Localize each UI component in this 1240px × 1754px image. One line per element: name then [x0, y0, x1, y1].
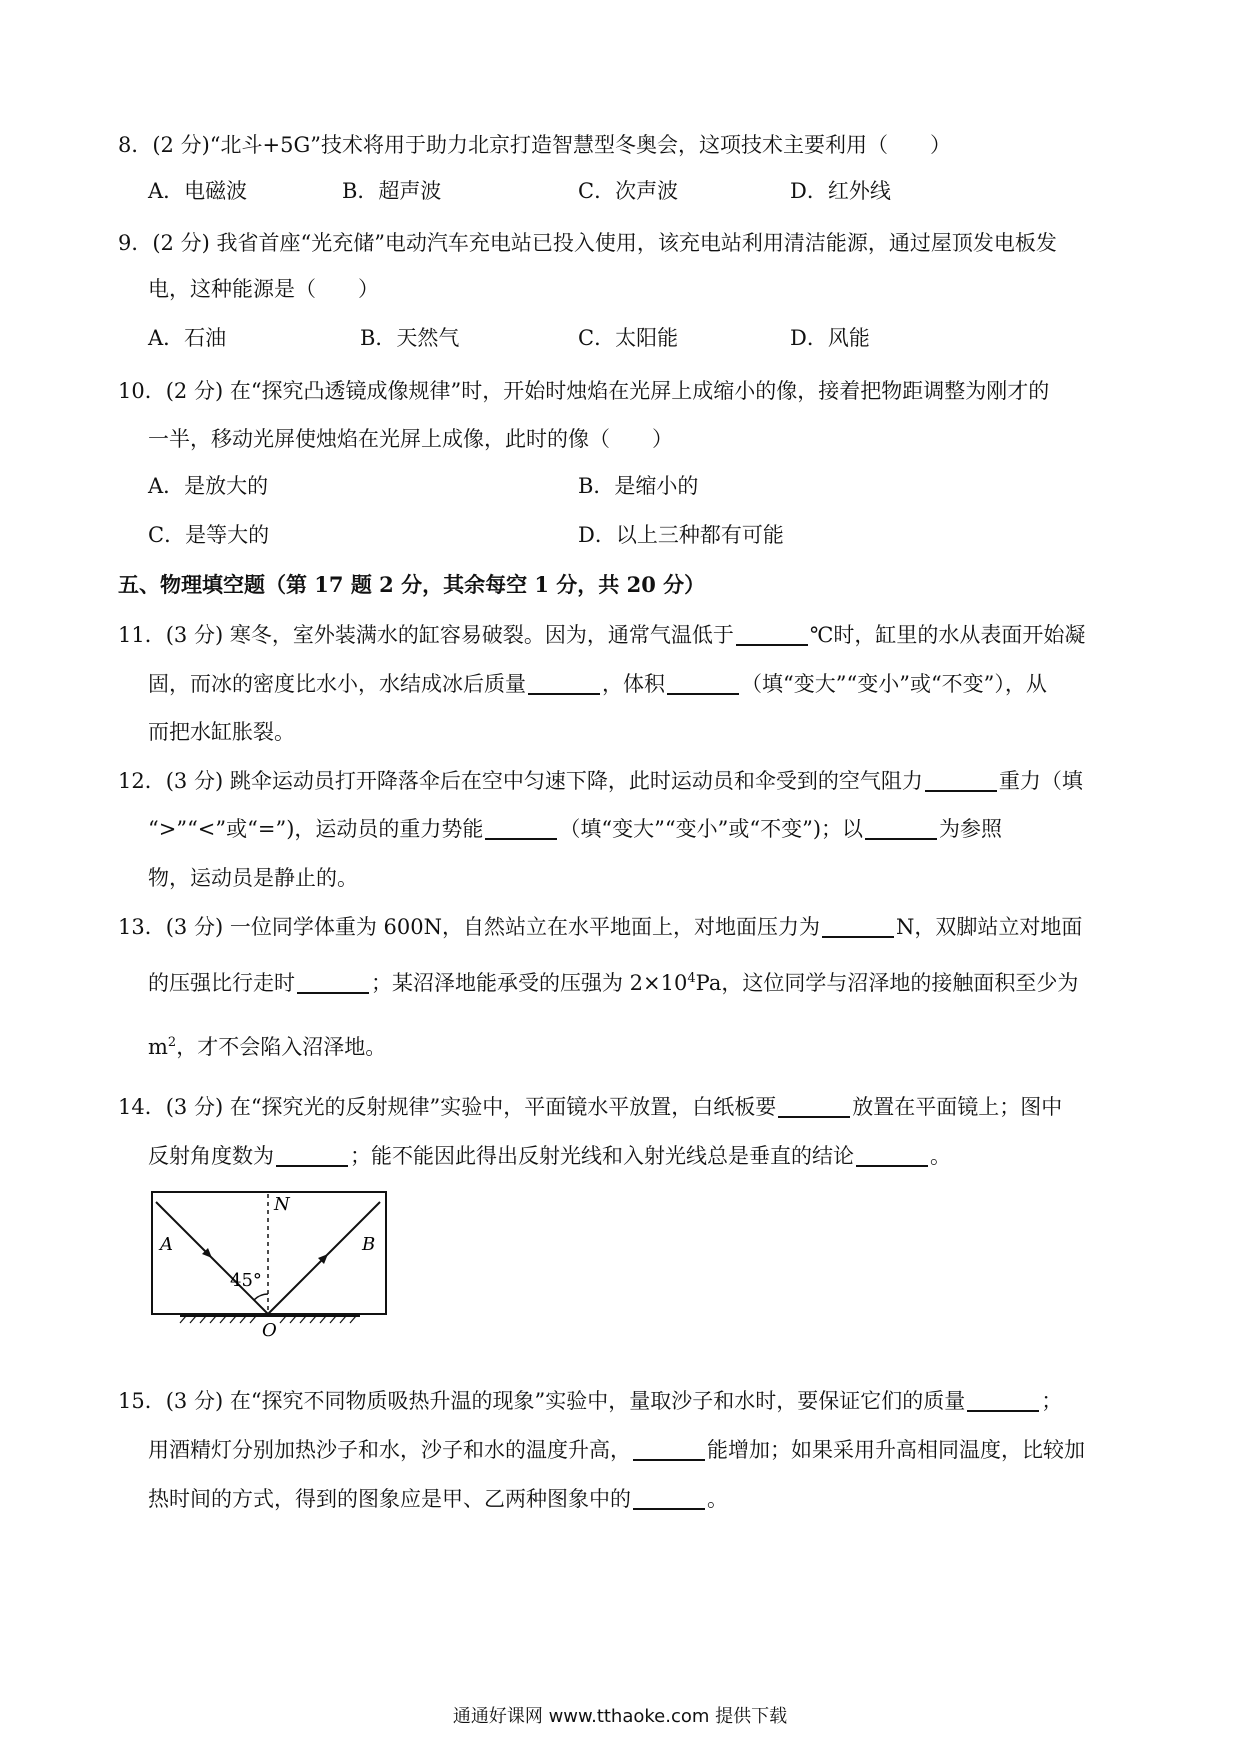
question-14-line2: [148, 1141, 951, 1171]
question-10-stem-line1: 10．(2 分) 在“探究凸透镜成像规律”时，开始时烛焰在光屏上成缩小的像，接着把物距调整为刚才的: [118, 379, 1050, 403]
question-12-line1: [118, 766, 1083, 796]
q14-text-5: 。: [930, 1144, 951, 1168]
answer-blank: [925, 768, 997, 792]
q9-option-b: B．天然气: [360, 326, 460, 350]
reflection-diagram: [150, 1190, 398, 1338]
q13-text-3: 的压强比行走时: [148, 971, 295, 995]
q8-option-b: B．超声波: [342, 179, 442, 203]
q10-option-a: A．是放大的: [148, 474, 269, 498]
question-15-line2: [148, 1435, 1085, 1465]
q8-option-a: A．电磁波: [148, 179, 248, 203]
angle-arc: [254, 1294, 268, 1300]
q15-text-5: 热时间的方式，得到的图象应是甲、乙两种图象中的: [148, 1487, 631, 1511]
label-a: A: [160, 1234, 173, 1255]
q11-text-4: ，体积: [602, 672, 665, 696]
q15-text-2: ；: [1041, 1389, 1063, 1413]
answer-blank: [633, 1437, 705, 1461]
q13-text-2: N，双脚站立对地面: [895, 915, 1083, 939]
question-9-stem-line1: 9．(2 分) 我省首座“光充储”电动汽车充电站已投入使用，该充电站利用清洁能源，通过屋顶发电板发: [118, 231, 1057, 255]
question-15-line3: [148, 1484, 728, 1514]
q11-text-2: ℃时，缸里的水从表面开始凝: [809, 623, 1086, 647]
question-11-line2: [148, 669, 1047, 699]
question-13-line3: [148, 1032, 386, 1062]
question-13-line1: [118, 912, 1082, 942]
answer-blank: [822, 914, 894, 938]
answer-blank: [276, 1143, 348, 1167]
q14-text-3: 反射角度数为: [148, 1144, 274, 1168]
q10-option-c: C．是等大的: [148, 523, 270, 547]
q13-text-1: 13．(3 分) 一位同学体重为 600N，自然站立在水平地面上，对地面压力为: [118, 915, 820, 939]
label-o: O: [262, 1320, 277, 1338]
q13-exponent: 4: [687, 971, 696, 986]
q11-text-3: 固，而冰的密度比水小，水结成冰后质量: [148, 672, 526, 696]
q15-text-3: 用酒精灯分别加热沙子和水，沙子和水的温度升高，: [148, 1438, 631, 1462]
q9-option-c: C．太阳能: [578, 326, 679, 350]
q12-text-1: 12．(3 分) 跳伞运动员打开降落伞后在空中匀速下降，此时运动员和伞受到的空气阻力: [118, 769, 923, 793]
answer-blank: [967, 1388, 1039, 1412]
q12-text-5: 为参照: [939, 817, 1003, 841]
q12-text-3: “>”“<”或“=”)，运动员的重力势能: [148, 817, 484, 841]
q8-option-c: C．次声波: [578, 179, 679, 203]
footer-source-text: 通通好课网 www.tthaoke.com 提供下载: [452, 1706, 788, 1727]
q11-text-1: 11．(3 分) 寒冬，室外装满水的缸容易破裂。因为，通常气温低于: [118, 623, 734, 647]
question-11-line3: 而把水缸胀裂。: [148, 720, 295, 744]
question-12-line2: [148, 814, 1002, 844]
q13-text-4: ；某沼泽地能承受的压强为 2×10: [371, 971, 688, 995]
paper-board: [152, 1192, 386, 1314]
q11-text-5: （填“变大”“变小”或“不变”），从: [741, 672, 1047, 696]
answer-blank: [778, 1094, 850, 1118]
answer-blank: [865, 816, 937, 840]
answer-blank: [297, 970, 369, 994]
label-b: B: [362, 1234, 376, 1255]
q13-unit: m: [148, 1035, 168, 1059]
question-11-line1: [118, 620, 1085, 650]
q8-option-d: D．红外线: [790, 179, 891, 203]
answer-blank: [528, 671, 600, 695]
q12-text-2: 重力（填: [998, 769, 1083, 793]
q13-text-6: ，才不会陷入沼泽地。: [176, 1035, 387, 1059]
q15-text-1: 15．(3 分) 在“探究不同物质吸热升温的现象”实验中，量取沙子和水时，要保证它们的质量: [118, 1389, 966, 1413]
answer-blank: [485, 816, 557, 840]
q14-text-2: 放置在平面镜上；图中: [852, 1095, 1063, 1119]
q15-text-4: 能增加；如果采用升高相同温度，比较加: [707, 1438, 1085, 1462]
question-14-line1: [118, 1092, 1062, 1122]
answer-blank: [856, 1143, 928, 1167]
q14-text-4: ；能不能因此得出反射光线和入射光线总是垂直的结论: [350, 1144, 854, 1168]
q15-text-6: 。: [707, 1487, 728, 1511]
section-heading: 五、物理填空题（第 17 题 2 分，其余每空 1 分，共 20 分）: [118, 572, 706, 597]
q10-option-b: B．是缩小的: [578, 474, 699, 498]
q9-option-a: A．石油: [148, 326, 227, 350]
label-n: N: [274, 1194, 290, 1215]
question-12-line3: 物，运动员是静止的。: [148, 866, 358, 890]
q14-text-1: 14．(3 分) 在“探究光的反射规律”实验中，平面镜水平放置，白纸板要: [118, 1095, 777, 1119]
answer-blank: [667, 671, 739, 695]
q13-text-5: Pa，这位同学与沼泽地的接触面积至少为: [695, 971, 1079, 995]
answer-blank: [633, 1486, 705, 1510]
question-8-stem: 8．(2 分)“北斗+5G”技术将用于助力北京打造智慧型冬奥会，这项技术主要利用（ ）: [118, 133, 951, 157]
answer-blank: [736, 622, 808, 646]
angle-label: 45°: [230, 1270, 262, 1291]
q12-text-4: （填“变大”“变小”或“不变”)；以: [559, 817, 864, 841]
question-15-line1: [118, 1386, 1062, 1416]
question-10-stem-line2: 一半，移动光屏使烛焰在光屏上成像，此时的像（ ）: [148, 427, 673, 451]
question-13-line2: [148, 968, 1078, 998]
q10-option-d: D．以上三种都有可能: [578, 523, 784, 547]
q13-unit-exponent: 2: [167, 1035, 177, 1050]
q9-option-d: D．风能: [790, 326, 870, 350]
question-9-stem-line2: 电，这种能源是（ ）: [148, 277, 379, 301]
